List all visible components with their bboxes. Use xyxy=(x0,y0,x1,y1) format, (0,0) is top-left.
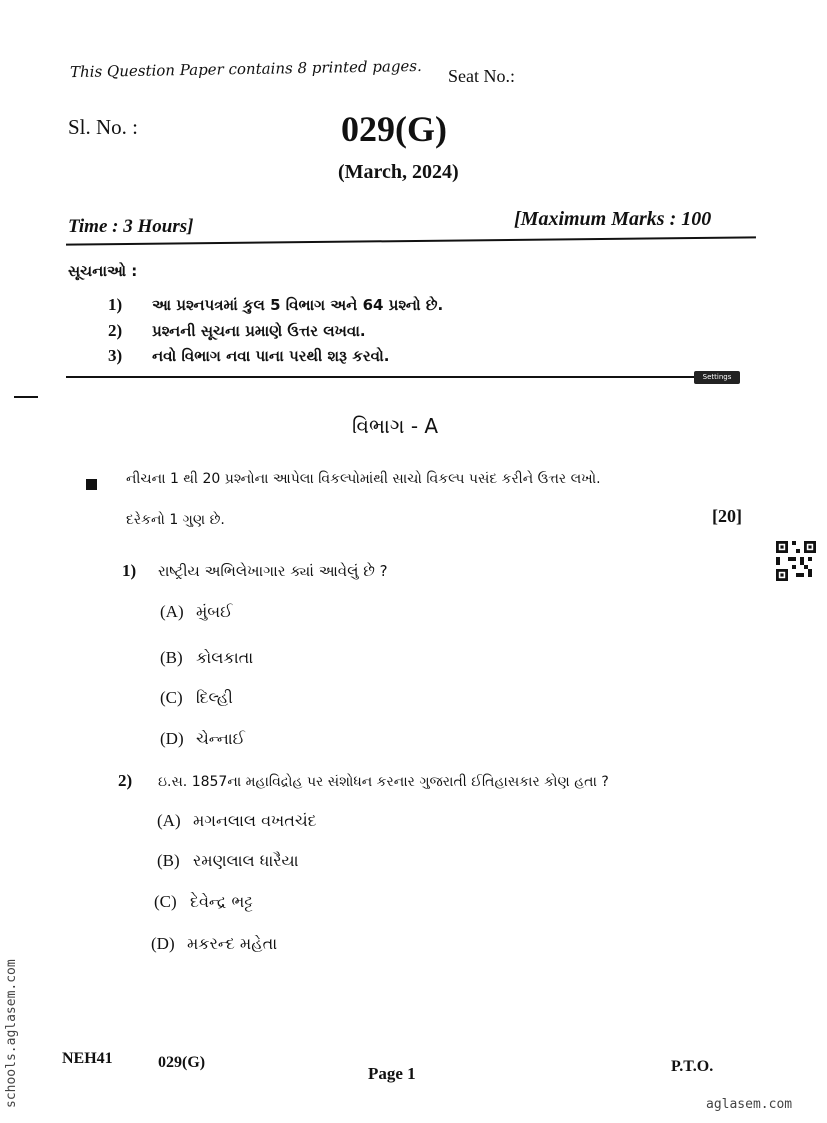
bottom-watermark: aglasem.com xyxy=(706,1097,793,1112)
sl-no: Sl. No. : xyxy=(68,115,139,139)
bullet-square xyxy=(86,479,97,490)
question-2 xyxy=(118,771,609,791)
option-text: ચેન્નાઈ xyxy=(196,729,246,748)
instruction-text: પ્રશ્નની સૂચના પ્રમાણે ઉત્તર લખવા. xyxy=(152,322,366,340)
section-instruction-line1: નીચના 1 થી 20 પ્રશ્નોના આપેલા વિકલ્પોમાંથી સાચો વિકલ્પ પસંદ કરીને ઉત્તર લખો. xyxy=(126,471,601,487)
option-text: મકરન્દ મહેતા xyxy=(187,934,278,953)
instruction-text: આ પ્રશ્નપત્રમાં કુલ 5 વિભાગ અને 64 પ્રશ્નો છે. xyxy=(152,296,444,314)
option-label: (C) xyxy=(160,688,183,707)
exam-date: (March, 2024) xyxy=(338,161,459,183)
instruction-num: 2) xyxy=(108,321,123,340)
option-text: મગનલાલ વખતચંદ xyxy=(193,811,317,830)
footer-code: NEH41 xyxy=(62,1050,113,1067)
option-2c[interactable] xyxy=(154,892,253,912)
option-label: (A) xyxy=(157,811,181,830)
instructions-title: સૂચનાઓ : xyxy=(68,262,138,280)
instruction-item-1 xyxy=(108,295,443,315)
qr-code-icon xyxy=(776,541,816,581)
option-label: (D) xyxy=(151,934,175,953)
instruction-item-3 xyxy=(108,346,389,366)
instruction-text: નવો વિભાગ નવા પાના પરથી શરૂ કરવો. xyxy=(152,347,390,365)
option-text: રમણલાલ ધારૈયા xyxy=(193,851,299,870)
section-instruction-line2: દરેકનો 1 ગુણ છે. xyxy=(126,512,225,528)
pages-note: This Question Paper contains 8 printed pages. xyxy=(69,56,422,82)
option-label: (B) xyxy=(160,648,183,667)
option-label: (A) xyxy=(160,602,184,621)
paper-code-title: 029(G) xyxy=(341,109,447,149)
option-1c[interactable] xyxy=(160,688,233,708)
question-num: 1) xyxy=(122,561,137,580)
option-text: દેવેન્દ્ર ભટ્ટ xyxy=(190,892,253,911)
option-text: કોલકાતા xyxy=(196,648,254,667)
question-text: રાષ્ટ્રીય અભિલેખાગાર ક્યાં આવેલું છે ? xyxy=(158,562,388,580)
section-marks: [20] xyxy=(712,506,742,526)
option-2a[interactable] xyxy=(157,811,317,831)
instruction-item-2 xyxy=(108,321,366,341)
section-title: વિભાગ - A xyxy=(352,414,439,438)
max-marks-label: [Maximum Marks : 100 xyxy=(514,208,712,230)
footer-page: Page 1 xyxy=(368,1064,416,1083)
option-2d[interactable] xyxy=(151,934,277,954)
instruction-num: 1) xyxy=(108,295,123,314)
seat-no: Seat No.: xyxy=(448,66,515,86)
question-text: ઇ.સ. 1857ના મહાવિદ્રોહ પર સંશોધન કરનાર ગુજરાતી ઈતિહાસકાર કોણ હતા ? xyxy=(158,774,609,790)
question-1 xyxy=(122,561,388,581)
footer-paper-code: 029(G) xyxy=(158,1054,206,1071)
time-label: Time : 3 Hours] xyxy=(68,216,194,237)
instructions-rule xyxy=(66,376,696,378)
option-label: (B) xyxy=(157,851,180,870)
option-1a[interactable] xyxy=(160,602,233,622)
option-2b[interactable] xyxy=(157,851,299,871)
instruction-num: 3) xyxy=(108,346,123,365)
side-watermark: schools.aglasem.com xyxy=(4,959,19,1108)
option-text: મુંબઈ xyxy=(196,602,233,621)
footer-pto: P.T.O. xyxy=(671,1058,714,1075)
question-num: 2) xyxy=(118,771,133,790)
option-1d[interactable] xyxy=(160,729,245,749)
option-label: (C) xyxy=(154,892,177,911)
option-text: દિલ્હી xyxy=(196,688,233,707)
margin-mark xyxy=(14,396,38,398)
option-1b[interactable] xyxy=(160,648,253,668)
option-label: (D) xyxy=(160,729,184,748)
settings-badge[interactable]: Settings xyxy=(694,371,740,384)
